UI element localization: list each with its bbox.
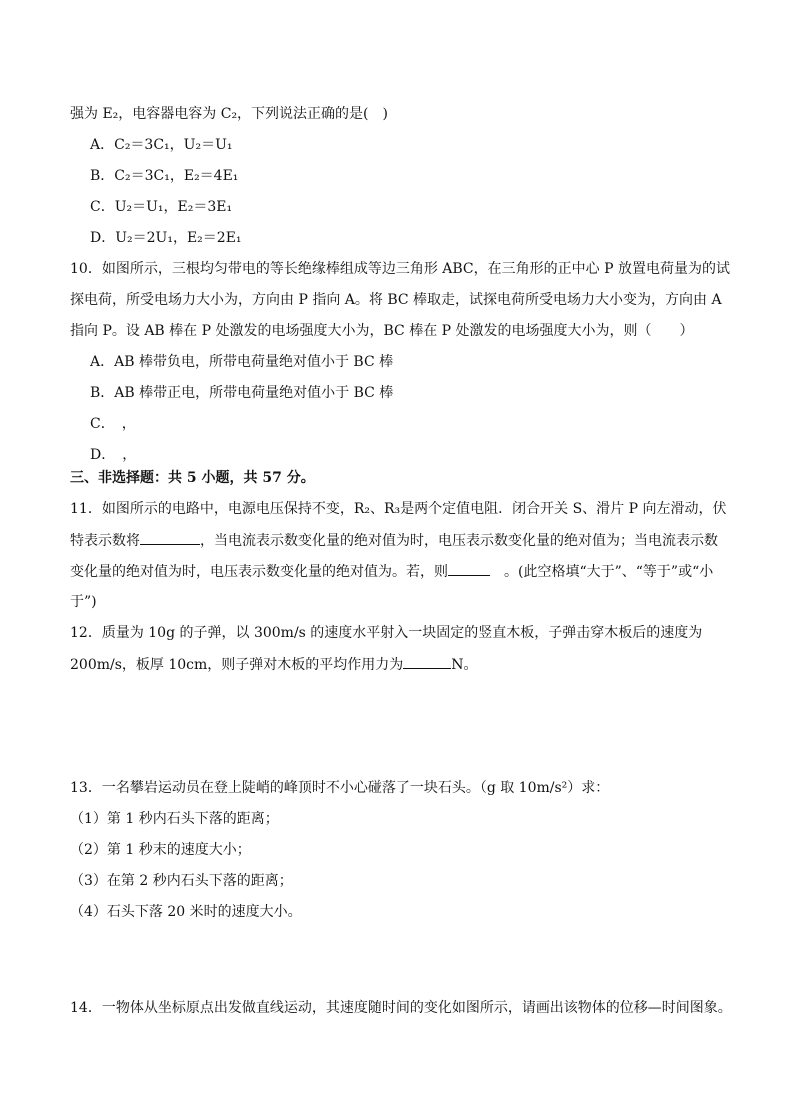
q11-line-2	[70, 530, 718, 551]
q11-line-3-end: 。(此空格填“大于”、“等于”或“小	[490, 564, 714, 580]
q12-line-2-start: 200m/s，板厚 10cm，则子弹对木板的平均作用力为	[70, 657, 404, 673]
q10-stem-line-3: 指向 P。设 AB 棒在 P 处激发的电场强度大小为，BC 棒在 P 处激发的电场强度大小为，则（ ）	[70, 323, 694, 339]
q9-option-a: A．C₂＝3C₁，U₂＝U₁	[90, 137, 233, 153]
q10-stem-line-1: 10．如图所示，三根均匀带电的等长绝缘棒组成等边三角形 ABC，在三角形的正中心 P 放置电荷量为的试	[70, 261, 730, 277]
q13-stem: 13．一名攀岩运动员在登上陡峭的峰顶时不小心碰落了一块石头。（g 取 10m/s²）求：	[70, 780, 610, 796]
q11-answer-blank-2[interactable]	[448, 561, 490, 576]
q14-stem: 14．一物体从坐标原点出发做直线运动，其速度随时间的变化如图所示，请画出该物体的位移—时间图象。	[70, 1000, 732, 1016]
q11-line-1: 11．如图所示的电路中，电源电压保持不变，R₂、R₃是两个定值电阻．闭合开关 S、滑片 P 向左滑动，伏	[70, 501, 727, 517]
q13-item-2: （2）第 1 秒末的速度大小；	[70, 842, 251, 858]
q10-option-a: A．AB 棒带负电，所带电荷量绝对值小于 BC 棒	[90, 354, 394, 370]
q11-line-4: 于”)	[70, 594, 97, 610]
q10-stem-line-2: 探电荷，所受电场力大小为，方向由 P 指向 A。将 BC 棒取走，试探电荷所受电场力大小变为，方向由 A	[70, 292, 722, 308]
q10-option-d: D． ，	[90, 447, 137, 463]
q9-option-c: C．U₂＝U₁，E₂＝3E₁	[90, 199, 233, 215]
q12-answer-blank[interactable]	[403, 654, 451, 669]
q12-line-1: 12．质量为 10g 的子弹，以 300m/s 的速度水平射入一块固定的竖直木板，子弹击穿木板后的速度为	[70, 625, 703, 641]
section-heading: 三、非选择题：共 5 小题，共 57 分。	[70, 470, 315, 486]
q11-answer-blank-1[interactable]	[140, 530, 200, 545]
q11-line-2-start: 特表示数将	[70, 533, 140, 549]
q11-line-3	[70, 561, 713, 582]
q9-option-d: D．U₂＝2U₁，E₂＝2E₁	[90, 230, 242, 246]
q9-stem-tail: 强为 E₂，电容器电容为 C₂，下列说法正确的是( )	[70, 106, 388, 122]
q9-option-b: B．C₂＝3C₁，E₂＝4E₁	[90, 168, 239, 184]
q13-item-3: （3）在第 2 秒内石头下落的距离；	[70, 873, 293, 889]
q13-item-1: （1）第 1 秒内石头下落的距离；	[70, 811, 279, 827]
q10-option-c: C． ，	[90, 416, 136, 432]
q10-option-b: B．AB 棒带正电，所带电荷量绝对值小于 BC 棒	[90, 385, 394, 401]
q11-line-2-end: ，当电流表示数变化量的绝对值为时，电压表示数变化量的绝对值为；当电流表示数	[200, 533, 718, 549]
q11-line-3-start: 变化量的绝对值为时，电压表示数变化量的绝对值为。若，则	[70, 564, 448, 580]
q12-line-2	[70, 654, 478, 675]
q13-item-4: （4）石头下落 20 米时的速度大小。	[70, 904, 302, 920]
q12-line-2-end: N。	[451, 657, 478, 673]
